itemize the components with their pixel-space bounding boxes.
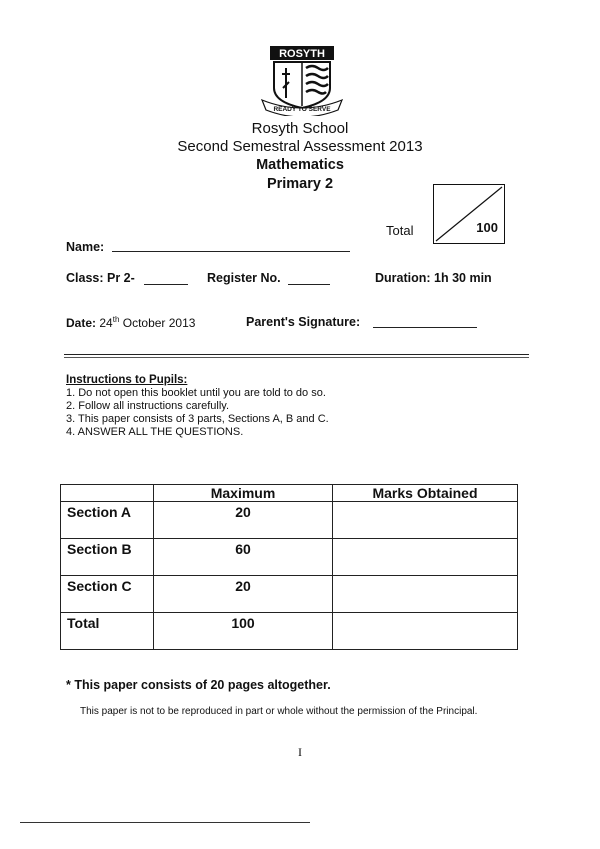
section-name: Total xyxy=(61,613,154,650)
parent-signature-label: Parent's Signature: xyxy=(246,315,361,329)
total-label: Total xyxy=(386,223,414,238)
instructions-title: Instructions to Pupils: xyxy=(66,374,188,386)
section-max: 100 xyxy=(154,613,333,650)
school-name: Rosyth School xyxy=(251,120,349,137)
section-name: Section B xyxy=(61,539,154,576)
pages-note: * This paper consists of 20 pages altogether. xyxy=(66,678,331,692)
class-label: Class: Pr 2- xyxy=(66,271,135,285)
table-row xyxy=(61,576,518,613)
section-max: 20 xyxy=(154,576,333,613)
section-max: 20 xyxy=(154,502,333,539)
table-header-cell: Maximum xyxy=(154,485,333,502)
section-name: Section C xyxy=(61,576,154,613)
register-label: Register No. xyxy=(207,271,281,285)
name-label: Name: xyxy=(66,240,105,254)
crest-banner-text: ROSYTH xyxy=(279,48,325,60)
section-max: 60 xyxy=(154,539,333,576)
class-field[interactable] xyxy=(144,284,188,285)
parent-signature-field[interactable] xyxy=(373,327,477,328)
table-header-cell: Marks Obtained xyxy=(333,485,518,502)
date-label: Date: xyxy=(66,316,97,330)
copyright-note: This paper is not to be reproduced in part or whole without the permission of the Principal. xyxy=(80,706,478,717)
instruction-item: 4. ANSWER ALL THE QUESTIONS. xyxy=(66,426,244,438)
name-field[interactable] xyxy=(112,251,350,252)
date-day: 24 xyxy=(99,316,113,330)
total-score-box xyxy=(433,184,505,244)
register-field[interactable] xyxy=(288,284,330,285)
instruction-item: 3. This paper consists of 3 parts, Sections A, B and C. xyxy=(66,413,329,425)
exam-title: Second Semestral Assessment 2013 xyxy=(177,138,423,155)
table-row xyxy=(61,502,518,539)
table-header-cell xyxy=(61,485,154,502)
table-row xyxy=(61,539,518,576)
level-title: Primary 2 xyxy=(266,176,334,192)
total-max-score: 100 xyxy=(476,220,498,235)
table-header-row xyxy=(61,485,518,502)
divider-line xyxy=(64,354,529,355)
section-obtained[interactable] xyxy=(333,502,518,539)
section-name: Section A xyxy=(61,502,154,539)
divider-line-2 xyxy=(64,357,529,358)
section-obtained[interactable] xyxy=(333,576,518,613)
table-row xyxy=(61,613,518,650)
instruction-item: 1. Do not open this booklet until you are told to do so. xyxy=(66,387,326,399)
school-crest xyxy=(256,44,348,116)
date-text xyxy=(66,315,195,330)
section-obtained[interactable] xyxy=(333,613,518,650)
section-obtained[interactable] xyxy=(333,539,518,576)
date-suffix: th xyxy=(112,315,120,324)
bottom-rule xyxy=(20,822,310,823)
instructions-block xyxy=(66,374,329,439)
duration-text: Duration: 1h 30 min xyxy=(375,271,492,285)
date-rest: October 2013 xyxy=(122,316,196,330)
marks-table xyxy=(60,484,518,650)
instruction-item: 2. Follow all instructions carefully. xyxy=(66,400,230,412)
crest-motto-text: READY TO SERVE xyxy=(273,106,331,113)
page-number: I xyxy=(298,745,302,759)
subject-title: Mathematics xyxy=(256,157,344,173)
